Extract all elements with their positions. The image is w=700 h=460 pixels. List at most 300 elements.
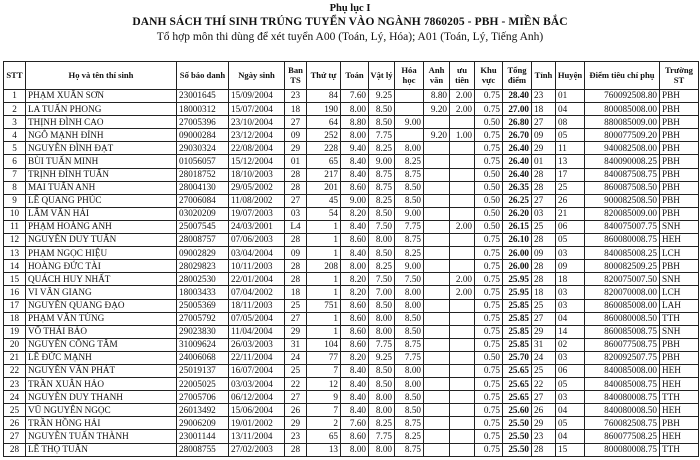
cell-english [424,351,450,364]
cell-board: 28 [285,273,307,286]
cell-school: LCH [660,247,699,260]
cell-board: 28 [285,260,307,273]
cell-board: 25 [285,299,307,312]
cell-province: 25 [532,364,556,377]
cell-english [424,116,450,129]
cell-district: 03 [556,391,585,404]
cell-priority [450,142,475,155]
cell-math: 8.40 [341,404,369,417]
cell-name: NGUYỄN VĂN PHÁT [26,364,177,377]
cell-region: 0.50 [475,194,503,207]
cell-order: 12 [307,378,341,391]
cell-chemistry [395,90,424,103]
cell-order: 1 [307,234,341,247]
cell-stt: 12 [4,234,26,247]
cell-district: 11 [556,142,585,155]
table-row [4,338,699,351]
cell-region: 0.75 [475,286,503,299]
cell-secondary-score: 860080008.75 [585,234,660,247]
cell-board: 18 [285,286,307,299]
cell-secondary-score: 860085008.75 [585,325,660,338]
cell-total: 25.50 [503,430,532,443]
cell-board: 29 [285,142,307,155]
candidates-table [3,61,699,457]
cell-stt: 24 [4,391,26,404]
cell-board: 25 [285,364,307,377]
cell-chemistry: 7.75 [395,220,424,233]
cell-total: 25.70 [503,351,532,364]
table-row [4,404,699,417]
cell-order: 77 [307,351,341,364]
cell-physics: 8.00 [369,325,395,338]
cell-region: 0.75 [475,273,503,286]
cell-stt: 7 [4,168,26,181]
cell-district: 03 [556,299,585,312]
cell-chemistry: 8.00 [395,299,424,312]
cell-stt: 3 [4,116,26,129]
cell-total: 25.65 [503,391,532,404]
cell-total: 26.15 [503,220,532,233]
cell-school: PBH [660,116,699,129]
cell-candidate-number: 28029823 [177,260,229,273]
table-row [4,273,699,286]
header-district: Huyện [556,62,585,90]
cell-english [424,338,450,351]
cell-secondary-score: 860077508.25 [585,430,660,443]
cell-province: 26 [532,404,556,417]
header-candidate-number: Số báo danh [177,62,229,90]
cell-order: 208 [307,260,341,273]
cell-english [424,391,450,404]
cell-priority: 2.00 [450,273,475,286]
cell-birth-date: 06/12/2004 [229,391,285,404]
table-row [4,129,699,142]
cell-candidate-number: 24006068 [177,351,229,364]
cell-english [424,194,450,207]
cell-candidate-number: 09002829 [177,247,229,260]
table-row [4,417,699,430]
cell-stt: 11 [4,220,26,233]
cell-total: 26.80 [503,116,532,129]
cell-district: 05 [556,234,585,247]
cell-board: 09 [285,129,307,142]
cell-total: 25.85 [503,299,532,312]
cell-total: 25.85 [503,312,532,325]
cell-math: 8.40 [341,391,369,404]
cell-physics: 8.50 [369,103,395,116]
cell-name: BÙI TUẤN MINH [26,155,177,168]
cell-physics: 8.25 [369,194,395,207]
cell-region: 0.75 [475,260,503,273]
cell-region: 0.50 [475,181,503,194]
cell-school: SNH [660,325,699,338]
cell-math: 7.60 [341,90,369,103]
cell-english [424,364,450,377]
cell-name: NGUYỄN CÔNG TÂM [26,338,177,351]
cell-total: 26.40 [503,168,532,181]
cell-province: 28 [532,234,556,247]
cell-priority [450,364,475,377]
cell-priority [450,378,475,391]
cell-district: 15 [556,443,585,456]
header-birth-date: Ngày sinh [229,62,285,90]
cell-candidate-number: 23001144 [177,430,229,443]
cell-candidate-number: 22005025 [177,378,229,391]
cell-chemistry: 9.00 [395,116,424,129]
cell-math: 8.40 [341,168,369,181]
cell-candidate-number: 31009624 [177,338,229,351]
table-header-row [4,62,699,90]
cell-school: PBH [660,168,699,181]
cell-english [424,220,450,233]
cell-candidate-number: 28008757 [177,234,229,247]
cell-chemistry: 8.00 [395,286,424,299]
cell-birth-date: 07/05/2004 [229,312,285,325]
cell-district: 01 [556,90,585,103]
cell-english [424,181,450,194]
table-row [4,299,699,312]
cell-english: 8.80 [424,90,450,103]
cell-total: 26.20 [503,207,532,220]
cell-birth-date: 22/01/2004 [229,273,285,286]
cell-physics: 7.50 [369,220,395,233]
cell-school: TTH [660,443,699,456]
table-row [4,443,699,456]
cell-priority [450,155,475,168]
cell-priority [450,234,475,247]
cell-chemistry [395,129,424,142]
cell-province: 03 [532,207,556,220]
table-row [4,286,699,299]
cell-candidate-number: 29023830 [177,325,229,338]
cell-candidate-number: 28002530 [177,273,229,286]
cell-district: 21 [556,207,585,220]
cell-math: 8.00 [341,129,369,142]
cell-math: 8.20 [341,286,369,299]
cell-name: PHẠM XUÂN SƠN [26,90,177,103]
cell-birth-date: 22/08/2004 [229,142,285,155]
cell-order: 1 [307,273,341,286]
cell-birth-date: 26/03/2003 [229,338,285,351]
cell-total: 25.65 [503,378,532,391]
cell-physics: 8.50 [369,207,395,220]
cell-birth-date: 18/11/2003 [229,299,285,312]
cell-school: PBH [660,181,699,194]
table-row [4,194,699,207]
cell-birth-date: 15/06/2004 [229,404,285,417]
cell-board: 24 [285,351,307,364]
cell-candidate-number: 27005706 [177,391,229,404]
cell-priority [450,443,475,456]
cell-district: 09 [556,260,585,273]
table-row [4,325,699,338]
cell-province: 27 [532,194,556,207]
cell-physics: 8.50 [369,364,395,377]
cell-stt: 20 [4,338,26,351]
cell-candidate-number: 18003433 [177,286,229,299]
cell-region: 0.75 [475,312,503,325]
cell-secondary-score: 800082509.25 [585,260,660,273]
cell-candidate-number: 27005792 [177,312,229,325]
cell-school: PBH [660,417,699,430]
cell-birth-date: 03/04/2004 [229,247,285,260]
cell-chemistry: 8.00 [395,142,424,155]
cell-school: LCH [660,286,699,299]
cell-priority [450,430,475,443]
cell-name: HOÀNG ĐỨC TÀI [26,260,177,273]
cell-total: 26.25 [503,194,532,207]
cell-priority [450,247,475,260]
cell-school: PBH [660,260,699,273]
cell-region: 0.75 [475,155,503,168]
table-row [4,90,699,103]
cell-order: 104 [307,338,341,351]
cell-stt: 15 [4,273,26,286]
cell-board: 09 [285,247,307,260]
cell-english: 9.20 [424,129,450,142]
cell-region: 0.75 [475,247,503,260]
cell-name: LA TUẤN PHONG [26,103,177,116]
cell-candidate-number: 09000284 [177,129,229,142]
cell-order: 7 [307,404,341,417]
cell-name: TRẦN HỒNG HẢI [26,417,177,430]
cell-name: PHẠM HOÀNG ANH [26,220,177,233]
cell-physics: 8.50 [369,247,395,260]
cell-priority [450,404,475,417]
cell-chemistry: 8.75 [395,443,424,456]
cell-order: 84 [307,90,341,103]
cell-stt: 18 [4,312,26,325]
cell-district: 02 [556,338,585,351]
cell-birth-date: 10/11/2003 [229,260,285,273]
cell-physics: 8.00 [369,234,395,247]
cell-province: 18 [532,286,556,299]
cell-region: 0.75 [475,417,503,430]
cell-physics: 8.25 [369,417,395,430]
cell-name: TRẦN XUÂN HẢO [26,378,177,391]
cell-total: 27.00 [503,103,532,116]
cell-candidate-number: 25019137 [177,364,229,377]
cell-order: 201 [307,181,341,194]
table-row [4,247,699,260]
cell-physics: 8.25 [369,142,395,155]
cell-birth-date: 15/09/2004 [229,90,285,103]
cell-birth-date: 27/02/2003 [229,443,285,456]
cell-name: PHẠM NGỌC HIỆU [26,247,177,260]
header-english: Anh văn [424,62,450,90]
cell-chemistry: 8.25 [395,247,424,260]
cell-school: LAH [660,299,699,312]
cell-secondary-score: 860085008.00 [585,299,660,312]
cell-region: 0.75 [475,338,503,351]
cell-physics: 8.00 [369,312,395,325]
cell-candidate-number: 28004130 [177,181,229,194]
cell-province: 28 [532,168,556,181]
cell-order: 1 [307,286,341,299]
cell-board: 18 [285,103,307,116]
cell-name: PHẠM VĂN TÙNG [26,312,177,325]
table-row [4,116,699,129]
cell-region: 0.75 [475,90,503,103]
cell-region: 0.50 [475,116,503,129]
cell-secondary-score: 820092507.75 [585,351,660,364]
cell-birth-date: 29/05/2002 [229,181,285,194]
table-row [4,234,699,247]
cell-priority [450,312,475,325]
cell-secondary-score: 820075007.50 [585,273,660,286]
cell-physics: 7.75 [369,430,395,443]
table-row [4,351,699,364]
cell-province: 27 [532,391,556,404]
cell-district: 26 [556,194,585,207]
cell-province: 09 [532,247,556,260]
cell-stt: 13 [4,247,26,260]
cell-order: 190 [307,103,341,116]
cell-district: 04 [556,103,585,116]
cell-secondary-score: 840080008.50 [585,404,660,417]
cell-region: 0.75 [475,391,503,404]
cell-order: 228 [307,142,341,155]
cell-priority [450,338,475,351]
cell-priority [450,299,475,312]
cell-physics: 8.75 [369,181,395,194]
cell-province: 29 [532,325,556,338]
cell-birth-date: 03/03/2004 [229,378,285,391]
cell-province: 28 [532,273,556,286]
cell-district: 03 [556,247,585,260]
cell-school: TTH [660,391,699,404]
table-row [4,364,699,377]
cell-district: 13 [556,155,585,168]
document-title: DANH SÁCH THÍ SINH TRÚNG TUYỂN VÀO NGÀNH 7860205 - PBH - MIỀN BẮC [132,16,568,28]
cell-secondary-score: 800085008.00 [585,103,660,116]
cell-district: 14 [556,325,585,338]
cell-stt: 26 [4,417,26,430]
cell-province: 29 [532,142,556,155]
cell-birth-date: 18/10/2003 [229,168,285,181]
cell-stt: 28 [4,443,26,456]
cell-order: 64 [307,116,341,129]
header-region: Khu vực [475,62,503,90]
cell-physics: 9.00 [369,155,395,168]
cell-board: 27 [285,312,307,325]
cell-school: PBH [660,207,699,220]
cell-region: 0.75 [475,430,503,443]
cell-name: NGUYỄN DUY TUẤN [26,234,177,247]
cell-secondary-score: 900082508.50 [585,194,660,207]
cell-board: 28 [285,234,307,247]
cell-math: 8.20 [341,207,369,220]
cell-priority: 1.00 [450,129,475,142]
cell-total: 26.35 [503,181,532,194]
cell-secondary-score: 860080008.50 [585,312,660,325]
cell-order: 7 [307,364,341,377]
cell-secondary-score: 840085008.25 [585,247,660,260]
cell-priority: 2.00 [450,90,475,103]
table-row [4,142,699,155]
cell-priority [450,417,475,430]
cell-board: 31 [285,338,307,351]
cell-board: 01 [285,155,307,168]
header-math: Toán [341,62,369,90]
cell-order: 252 [307,129,341,142]
cell-secondary-score: 820070008.00 [585,286,660,299]
cell-school: SNH [660,220,699,233]
cell-province: 27 [532,312,556,325]
cell-province: 23 [532,430,556,443]
header-name: Họ và tên thí sinh [26,62,177,90]
cell-order: 1 [307,312,341,325]
cell-region: 0.75 [475,325,503,338]
cell-secondary-score: 860087508.50 [585,181,660,194]
cell-birth-date: 15/07/2004 [229,103,285,116]
cell-birth-date: 13/11/2004 [229,430,285,443]
cell-priority [450,168,475,181]
cell-physics: 7.00 [369,286,395,299]
cell-english [424,155,450,168]
cell-secondary-score: 940082508.00 [585,142,660,155]
cell-birth-date: 19/07/2003 [229,207,285,220]
cell-total: 25.95 [503,286,532,299]
cell-chemistry: 8.75 [395,168,424,181]
cell-birth-date: 24/03/2001 [229,220,285,233]
cell-candidate-number: 26013492 [177,404,229,417]
cell-board: 23 [285,430,307,443]
cell-province: 01 [532,155,556,168]
cell-total: 25.50 [503,417,532,430]
cell-province: 25 [532,220,556,233]
cell-stt: 21 [4,351,26,364]
cell-board: 28 [285,181,307,194]
cell-name: MAI TUẤN ANH [26,181,177,194]
cell-physics: 8.50 [369,116,395,129]
cell-order: 1 [307,325,341,338]
table-row [4,155,699,168]
cell-chemistry: 9.00 [395,260,424,273]
cell-province: 24 [532,351,556,364]
cell-district: 04 [556,312,585,325]
cell-english [424,234,450,247]
cell-math: 8.60 [341,181,369,194]
cell-birth-date: 23/12/2004 [229,129,285,142]
cell-math: 8.60 [341,325,369,338]
cell-region: 0.75 [475,234,503,247]
cell-stt: 17 [4,299,26,312]
cell-stt: 6 [4,155,26,168]
cell-school: PBH [660,103,699,116]
cell-stt: 9 [4,194,26,207]
cell-math: 8.80 [341,116,369,129]
cell-region: 0.50 [475,168,503,181]
cell-province: 25 [532,299,556,312]
cell-priority [450,194,475,207]
cell-priority [450,207,475,220]
cell-math: 8.60 [341,234,369,247]
cell-school: PBH [660,90,699,103]
cell-order: 9 [307,391,341,404]
cell-stt: 10 [4,207,26,220]
cell-candidate-number: 25007545 [177,220,229,233]
cell-math: 7.60 [341,417,369,430]
cell-math: 9.00 [341,194,369,207]
cell-physics: 8.00 [369,404,395,417]
cell-school: TTH [660,312,699,325]
cell-math: 8.40 [341,364,369,377]
cell-region: 0.75 [475,378,503,391]
cell-english [424,325,450,338]
cell-province: 28 [532,181,556,194]
cell-name: NGÔ MẠNH ĐỈNH [26,129,177,142]
